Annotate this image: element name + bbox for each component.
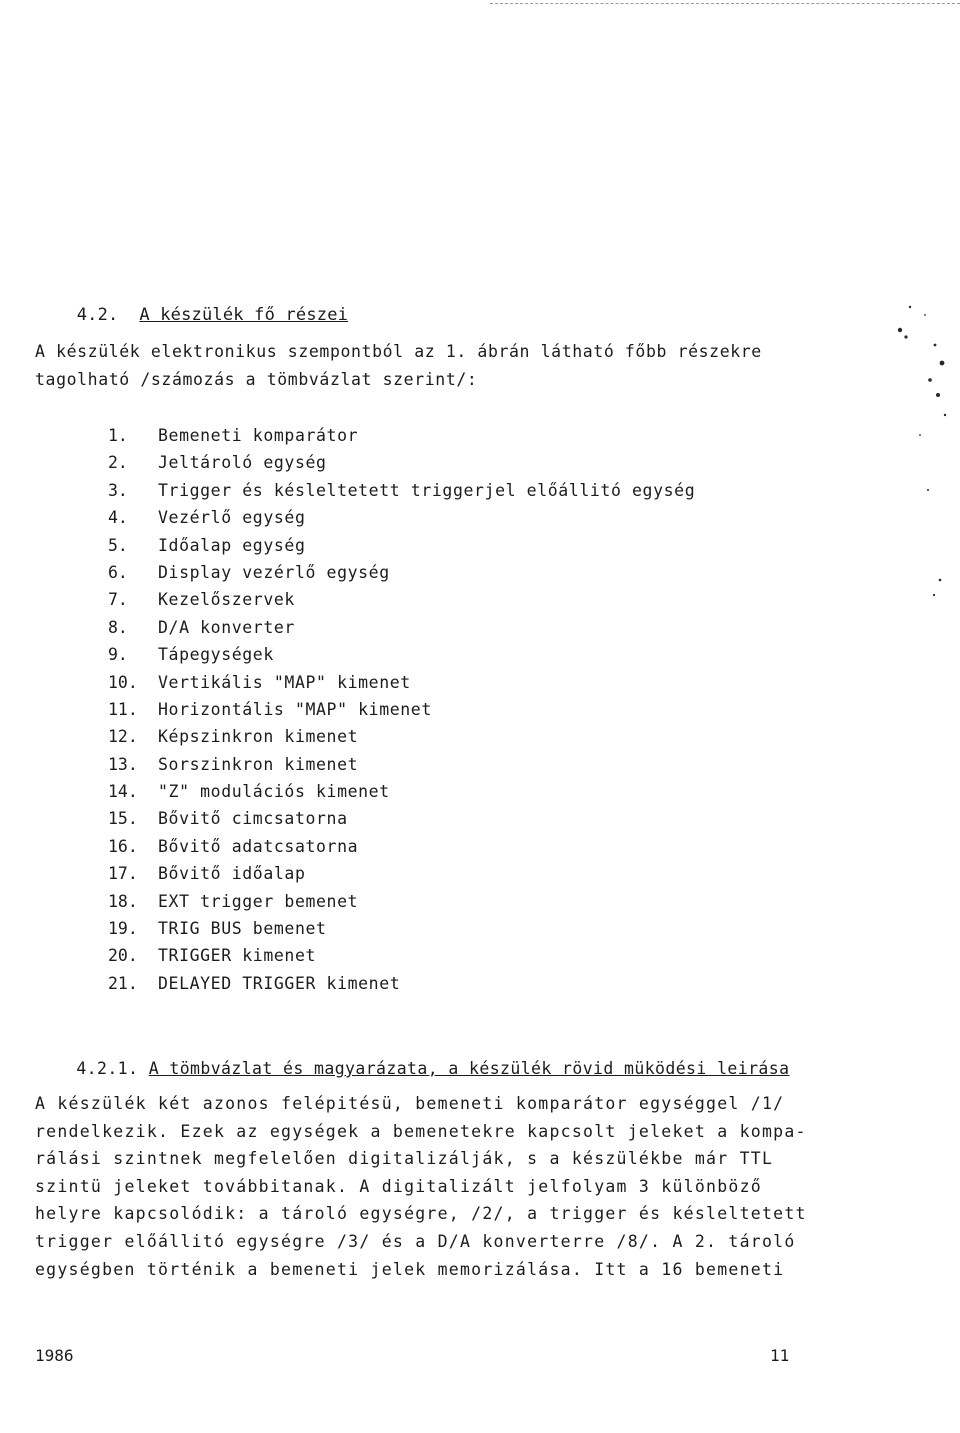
list-item-number: 16. [108, 836, 138, 856]
list-item [0, 919, 960, 946]
list-item-label: Bővitő cimcsatorna [158, 809, 348, 829]
list-item-number: 2. [108, 453, 128, 473]
list-item-label: Bővitő adatcsatorna [158, 836, 359, 856]
list-item [0, 837, 960, 864]
paragraph-line: rendelkezik. Ezek az egységek a bemenetekre kapcsolt jeleket a kompa- [35, 1121, 807, 1141]
component-list [0, 426, 960, 1001]
list-item-label: TRIGGER kimenet [158, 946, 317, 966]
list-item [0, 864, 960, 891]
list-item [0, 563, 960, 590]
list-item-label: Vertikális "MAP" kimenet [158, 672, 411, 692]
list-item-label: Bemeneti komparátor [158, 426, 359, 445]
list-item-label: TRIG BUS bemenet [158, 919, 327, 939]
list-item-number: 1. [108, 426, 128, 445]
list-item [0, 426, 960, 453]
list-item-number: 12. [108, 727, 138, 747]
list-item [0, 809, 960, 836]
list-item-label: "Z" modulációs kimenet [158, 782, 390, 802]
list-item-number: 11. [108, 699, 138, 719]
paragraph-line: A készülék két azonos felépitésü, bemeneti komparátor egységgel /1/ [35, 1094, 785, 1113]
section-number: 4.2. [76, 305, 119, 325]
list-item-number: 18. [108, 891, 138, 911]
footer-year: 1986 [35, 1346, 74, 1365]
list-item-label: Jeltároló egység [158, 453, 327, 473]
list-item [0, 508, 960, 535]
list-item [0, 974, 960, 1001]
intro-line-2: tagolható /számozás a tömbvázlat szerint/: [35, 370, 478, 389]
list-item-number: 17. [108, 864, 138, 884]
list-item-label: D/A konverter [158, 617, 295, 637]
list-item-label: Kezelőszervek [158, 590, 295, 610]
list-item-number: 14. [108, 782, 138, 802]
list-item [0, 590, 960, 617]
list-item-number: 5. [108, 535, 128, 555]
list-item [0, 645, 960, 672]
list-item-number: 19. [108, 919, 138, 939]
list-item-label: DELAYED TRIGGER kimenet [158, 973, 401, 993]
list-item-label: EXT trigger bemenet [158, 891, 359, 911]
list-item-label: Bővitő időalap [158, 864, 306, 884]
list-item [0, 481, 960, 508]
paragraph-line: szintü jeleket továbbitanak. A digitalizált jelfolyam 3 különböző [35, 1176, 762, 1196]
list-item-number: 15. [108, 809, 138, 829]
list-item [0, 453, 960, 480]
list-item-label: Horizontális "MAP" kimenet [158, 699, 432, 719]
intro-line-1: A készülék elektronikus szempontból az 1. ábrán látható főbb részekre [35, 342, 762, 361]
list-item-number: 6. [108, 562, 128, 582]
list-item [0, 673, 960, 700]
scan-noise-marks [830, 285, 950, 605]
list-item [0, 755, 960, 782]
list-item-number: 4. [108, 508, 128, 528]
subsection-number: 4.2.1. [76, 1059, 139, 1078]
list-item-label: Display vezérlő egység [158, 562, 390, 582]
list-item-number: 13. [108, 754, 138, 774]
paragraph-line: trigger előállitó egységre /3/ és a D/A konverterre /8/. A 2. tároló [35, 1232, 796, 1251]
section-heading [35, 285, 348, 345]
section-title: A készülék fő részei [139, 305, 349, 325]
list-item-label: Képszinkron kimenet [158, 727, 359, 747]
page-number: 11 [770, 1346, 790, 1365]
list-item-number: 10. [108, 672, 138, 692]
list-item-label: Tápegységek [158, 645, 274, 665]
list-item [0, 700, 960, 727]
list-item-label: Sorszinkron kimenet [158, 754, 359, 774]
list-item [0, 727, 960, 754]
list-item-number: 7. [108, 590, 128, 610]
paragraph-line: egységben történik a bemeneti jelek memorizálása. Itt a 16 bemeneti [35, 1259, 785, 1279]
list-item [0, 946, 960, 973]
subsection-title: A tömbvázlat és magyarázata, a készülék rövid müködési leirása [148, 1059, 790, 1078]
paragraph-line: rálási szintnek megfelelően digitalizálják, s a készülékbe már TTL [35, 1149, 774, 1169]
list-item [0, 536, 960, 563]
list-item-label: Időalap egység [158, 535, 306, 555]
list-item-number: 8. [108, 617, 128, 637]
list-item [0, 892, 960, 919]
list-item [0, 618, 960, 645]
scan-edge-rule [490, 3, 960, 4]
list-item-number: 3. [108, 480, 128, 500]
list-item-label: Vezérlő egység [158, 508, 306, 528]
list-item-number: 9. [108, 645, 128, 665]
subsection-heading [35, 1039, 789, 1099]
list-item-number: 20. [108, 946, 138, 966]
list-item-label: Trigger és késleltetett triggerjel előállitó egység [158, 480, 696, 500]
paragraph-line: helyre kapcsolódik: a tároló egységre, /2/, a trigger és késleltetett [35, 1204, 807, 1224]
list-item [0, 782, 960, 809]
list-item-number: 21. [108, 973, 138, 993]
